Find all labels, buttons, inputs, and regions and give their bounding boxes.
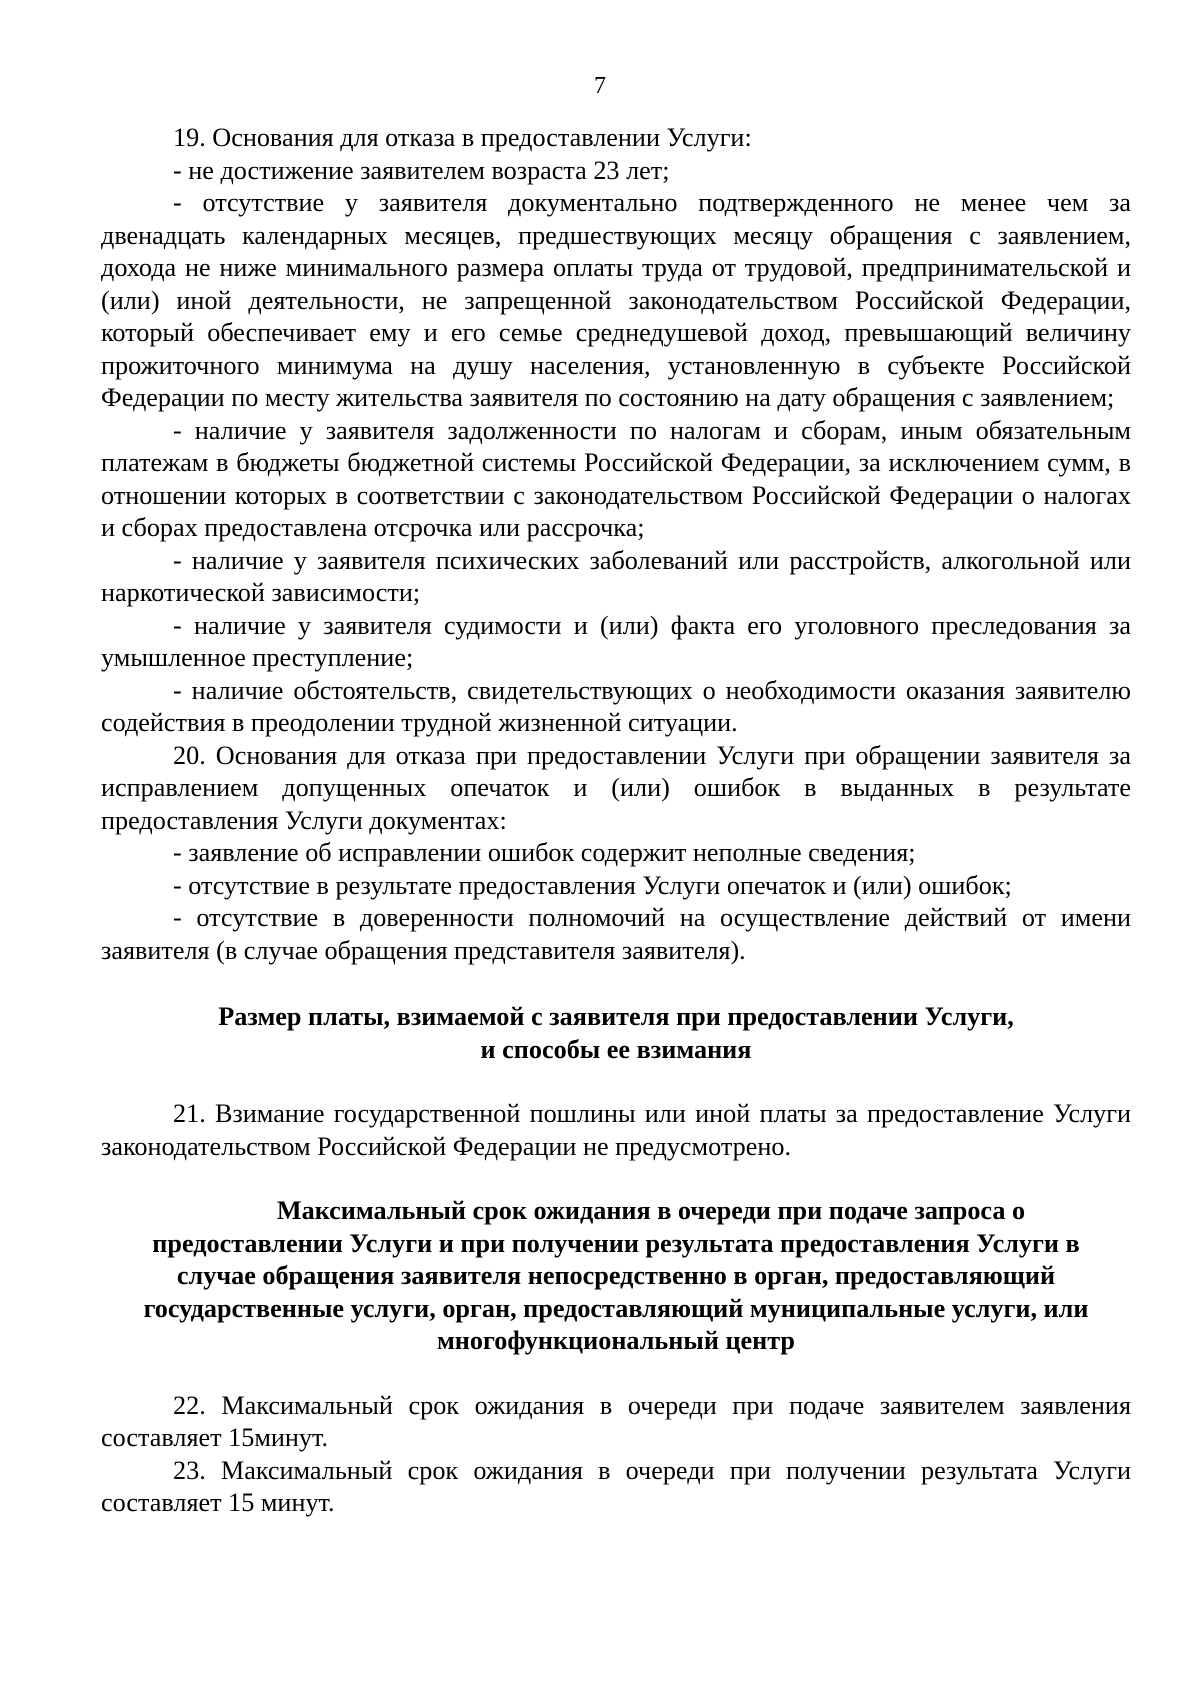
heading-queue-line: предоставлении Услуги и при получении результата предоставления Услуги в <box>152 1228 1080 1258</box>
paragraph-20-item-no-authority: - отсутствие в доверенности полномочий на осуществление действий от имени заявителя (в случае обращения представителя заявителя). <box>101 903 1131 965</box>
heading-queue-line: Максимальный срок ожидания в очереди при подаче запроса о <box>276 1196 1026 1225</box>
section-heading-fee <box>101 1001 1131 1066</box>
heading-fee-line: и способы ее взимания <box>480 1034 752 1064</box>
heading-queue-line: государственные услуги, орган, предоставляющий муниципальные услуги, или <box>143 1293 1089 1323</box>
heading-fee-line: Размер платы, взимаемой с заявителя при предоставлении Услуги, <box>218 1002 1014 1031</box>
paragraph-19-item-debt: - наличие у заявителя задолженности по налогам и сборам, иным обязательным платежам в бюджеты бюджетной системы Российской Федерации, за исключением сумм, в отношении которых в соответствии с законодательством Российской Федерации о налогах и сборах предоставлена отсрочка или рассрочка; <box>101 415 1131 542</box>
paragraph-19-item-health: - наличие у заявителя психических заболеваний или расстройств, алкогольной или наркотической зависимости; <box>101 545 1131 607</box>
paragraph-21: 21. Взимание государственной пошлины или иной платы за предоставление Услуги законодательством Российской Федерации не предусмотрено. <box>101 1099 1131 1161</box>
paragraph-19-item-criminal: - наличие у заявителя судимости и (или) факта его уголовного преследования за умышленное преступление; <box>101 610 1131 672</box>
paragraph-20-title: 20. Основания для отказа при предоставлении Услуги при обращении заявителя за исправлением допущенных опечаток и (или) ошибок в выданных в результате предоставления Услуги документах: <box>101 740 1131 835</box>
paragraph-19-title: 19. Основания для отказа в предоставлении Услуги: <box>173 123 752 152</box>
heading-queue-line: случае обращения заявителя непосредственно в орган, предоставляющий <box>176 1261 1056 1290</box>
paragraph-20-item-no-errors: - отсутствие в результате предоставления Услуги опечаток и (или) ошибок; <box>173 870 1012 900</box>
heading-queue-line: многофункциональный центр <box>436 1326 796 1355</box>
paragraph-22: 22. Максимальный срок ожидания в очереди при подаче заявителем заявления составляет 15минут. <box>101 1390 1131 1452</box>
page-number: 7 <box>594 73 606 99</box>
paragraph-19-item-hardship: - наличие обстоятельств, свидетельствующих о необходимости оказания заявителю содействия в преодолении трудной жизненной ситуации. <box>101 675 1131 737</box>
document-body <box>101 122 1131 1520</box>
paragraph-19-item-age: - не достижение заявителем возраста 23 лет; <box>173 155 670 185</box>
section-heading-queue <box>101 1195 1131 1358</box>
paragraph-19-item-income: - отсутствие у заявителя документально подтвержденного не менее чем за двенадцать календарных месяцев, предшествующих месяцу обращения с заявлением, дохода не ниже минимального размера оплаты труда от трудовой, предпринимательской и (или) иной деятельности, не запрещенной законодательством Российской Федерации, который обеспечивает ему и его семье среднедушевой доход, превышающий величину прожиточного минимума на душу населения, установленную в субъекте Российской Федерации по месту жительства заявителя по состоянию на дату обращения с заявлением; <box>101 188 1131 412</box>
paragraph-20-item-incomplete: - заявление об исправлении ошибок содержит неполные сведения; <box>173 838 916 867</box>
paragraph-23: 23. Максимальный срок ожидания в очереди при получении результата Услуги составляет 15 минут. <box>101 1455 1131 1517</box>
